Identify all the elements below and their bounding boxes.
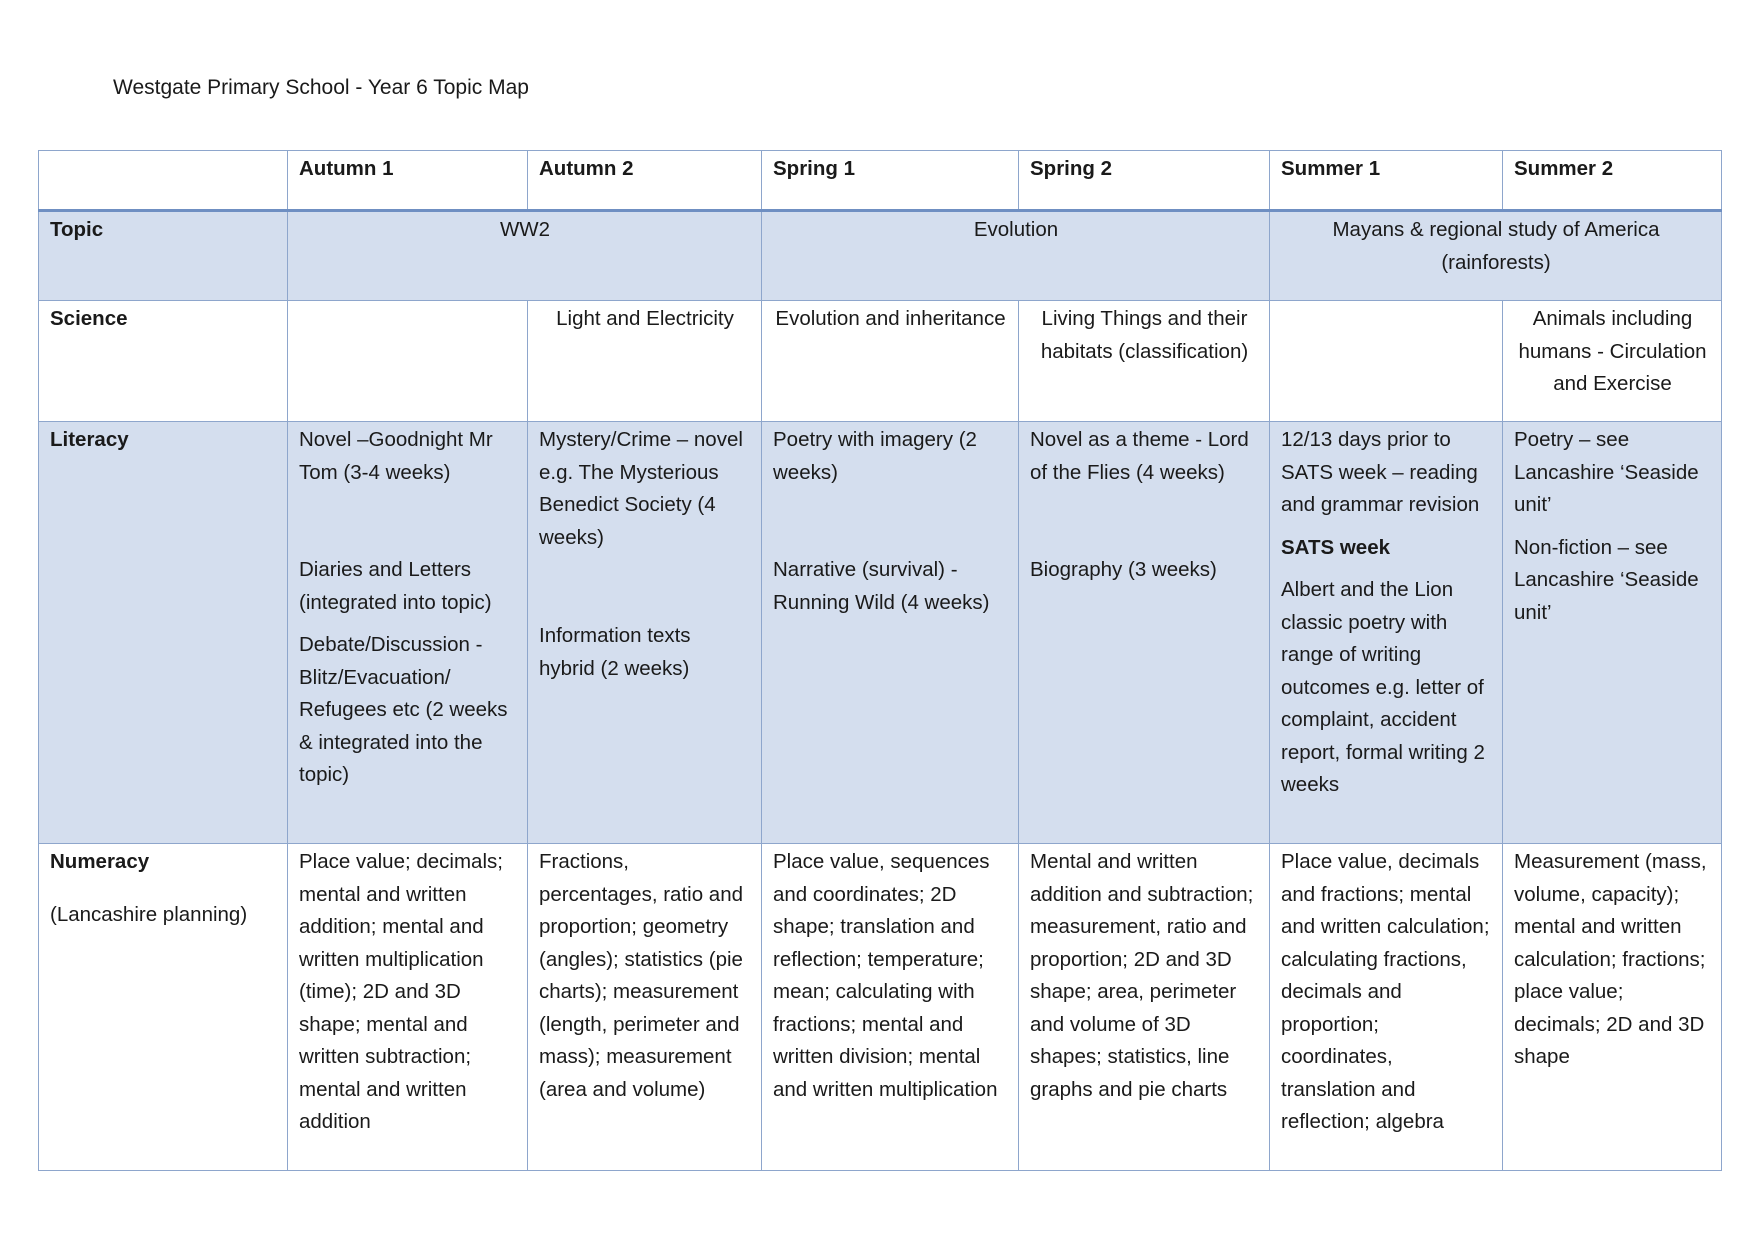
science-spring-1-cell: Evolution and inheritance: [762, 301, 1019, 422]
column-header-summer-2: Summer 2: [1503, 151, 1722, 211]
literacy-entry: 12/13 days prior to SATS week – reading and grammar revision: [1281, 428, 1480, 516]
numeracy-spring-1-cell: Place value, sequences and coordinates; 2D shape; translation and reflection; temperature; mean; calculating with fractions; mental and written division; mental and written multiplication: [762, 844, 1019, 1171]
literacy-summer-2-cell: [1503, 422, 1722, 844]
column-header-spring-1: Spring 1: [762, 151, 1019, 211]
literacy-autumn-1-cell: [288, 422, 528, 844]
numeracy-row: [39, 844, 1722, 1171]
row-sublabel-numeracy: (Lancashire planning): [50, 902, 248, 926]
literacy-entry: Poetry – see Lancashire ‘Seaside unit’: [1514, 428, 1699, 516]
literacy-spring-1-cell: [762, 422, 1019, 844]
science-spring-2-cell: Living Things and their habitats (classification): [1019, 301, 1270, 422]
literacy-entry-sats-week: SATS week: [1281, 535, 1390, 559]
science-autumn-1-cell: [288, 301, 528, 422]
literacy-row: [39, 422, 1722, 844]
science-autumn-2-cell: Light and Electricity: [528, 301, 762, 422]
row-label-literacy: Literacy: [39, 422, 288, 844]
header-row: [39, 151, 1722, 211]
topic-autumn-cell: WW2: [288, 211, 762, 301]
literacy-entry: Biography (3 weeks): [1030, 558, 1217, 581]
header-corner-cell: [39, 151, 288, 211]
literacy-summer-1-cell: [1270, 422, 1503, 844]
literacy-entry: Mystery/Crime – novel e.g. The Mysterious Benedict Society (4 weeks): [539, 428, 743, 549]
literacy-autumn-2-cell: [528, 422, 762, 844]
numeracy-autumn-2-cell: Fractions, percentages, ratio and proportion; geometry (angles); statistics (pie charts); measurement (length, perimeter and mass); measurement (area and volume): [528, 844, 762, 1171]
column-header-autumn-1: Autumn 1: [288, 151, 528, 211]
row-label-numeracy-cell: [39, 844, 288, 1171]
literacy-entry: Novel as a theme - Lord of the Flies (4 weeks): [1030, 428, 1249, 484]
column-header-spring-2: Spring 2: [1019, 151, 1270, 211]
row-label-numeracy: Numeracy: [50, 850, 150, 873]
numeracy-summer-1-cell: Place value, decimals and fractions; mental and written calculation; calculating fractions, decimals and proportion; coordinates, translation and reflection; algebra: [1270, 844, 1503, 1171]
row-label-topic: Topic: [39, 211, 288, 301]
literacy-spring-2-cell: [1019, 422, 1270, 844]
science-row: [39, 301, 1722, 422]
document-title: Westgate Primary School - Year 6 Topic Map: [113, 76, 529, 99]
literacy-entry: Novel –Goodnight Mr Tom (3-4 weeks): [299, 428, 493, 484]
topic-row: [39, 211, 1722, 301]
literacy-entry: Debate/Discussion - Blitz/Evacuation/ Refugees etc (2 weeks & integrated into the topic): [299, 633, 508, 786]
column-header-summer-1: Summer 1: [1270, 151, 1503, 211]
literacy-entry: Narrative (survival) - Running Wild (4 weeks): [773, 558, 990, 614]
literacy-entry: Diaries and Letters (integrated into topic): [299, 558, 492, 614]
topic-spring-cell: Evolution: [762, 211, 1270, 301]
numeracy-autumn-1-cell: Place value; decimals; mental and written addition; mental and written multiplication (time); 2D and 3D shape; mental and written subtraction; mental and written addition: [288, 844, 528, 1171]
row-label-science: Science: [39, 301, 288, 422]
science-summer-2-cell: Animals including humans - Circulation and Exercise: [1503, 301, 1722, 422]
topic-summer-cell: Mayans & regional study of America (rainforests): [1270, 211, 1722, 301]
literacy-entry: Albert and the Lion classic poetry with range of writing outcomes e.g. letter of complaint, accident report, formal writing 2 weeks: [1281, 578, 1485, 796]
topic-map-table: [38, 150, 1722, 1171]
column-header-autumn-2: Autumn 2: [528, 151, 762, 211]
science-summer-1-cell: [1270, 301, 1503, 422]
numeracy-spring-2-cell: Mental and written addition and subtraction; measurement, ratio and proportion; 2D and 3D shape; area, perimeter and volume of 3D shapes; statistics, line graphs and pie charts: [1019, 844, 1270, 1171]
numeracy-summer-2-cell: Measurement (mass, volume, capacity); mental and written calculation; fractions; place value; decimals; 2D and 3D shape: [1503, 844, 1722, 1171]
literacy-entry: Non-fiction – see Lancashire ‘Seaside unit’: [1514, 535, 1699, 624]
literacy-entry: Information texts hybrid (2 weeks): [539, 624, 691, 680]
literacy-entry: Poetry with imagery (2 weeks): [773, 428, 977, 484]
